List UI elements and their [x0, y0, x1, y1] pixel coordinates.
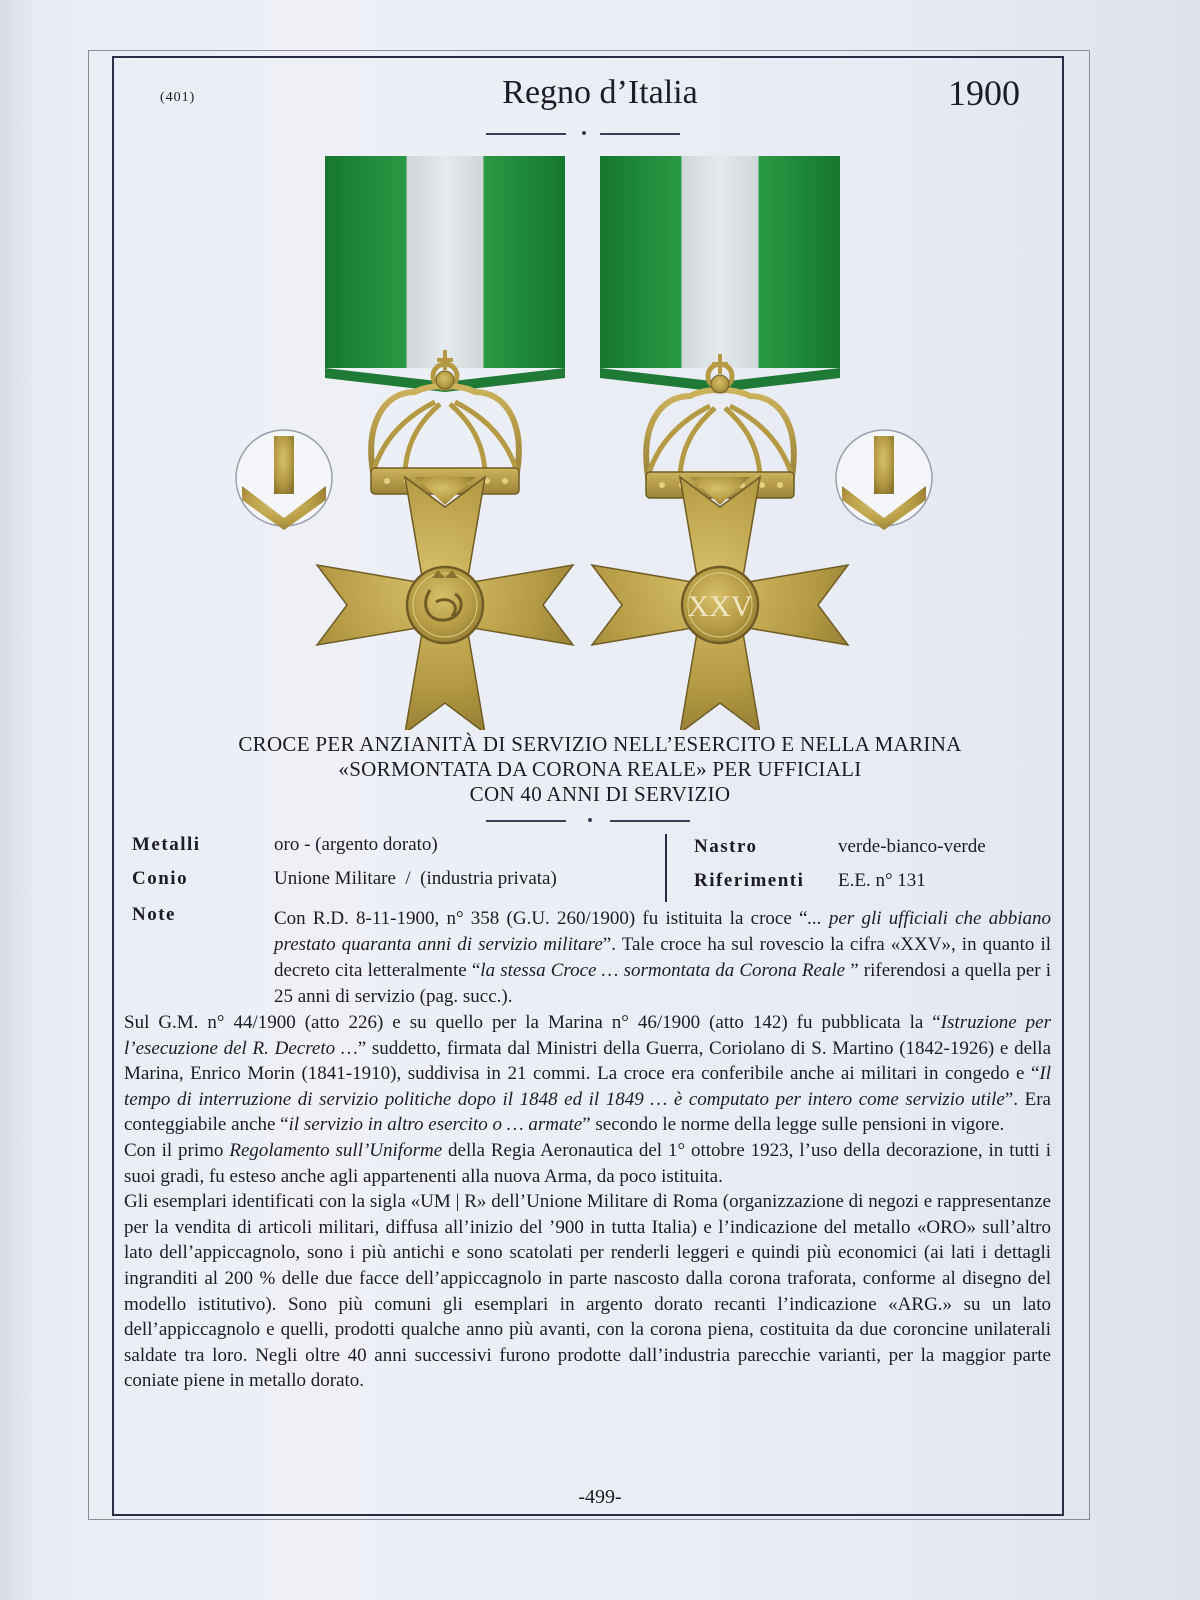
body-text	[124, 1010, 1051, 1394]
body-paragraph-3: Gli esemplari identificati con la sigla «UM | R» dell’Unione Militare di Roma (organizzazione di negozi e rappresentanze per la vendita di articoli militari, diffusa all’inizio del ’900 in tutta Italia) e l’indicazione del metallo «ORO» sull’altro lato dell’appiccagnolo, sono i più antichi e sono scatolati per renderli leggeri e quindi più economici (ai lati i dettagli ingranditi al 200 % delle due facce dell’appiccagnolo in parte nascosto dalla corona traforata, conforme al disegno del modello istitutivo). Sono più comuni gli esemplari in argento dorato recanti l’indicazione «ARG.» su un lato dell’appiccagnolo e quelli, prodotti qualche anno più avanti, con la corona piena, costituita da due coroncine unilaterali saldate tra loro. Negli oltre 40 anni successivi furono prodotte dall’industria parecchie varianti, per la maggior parte coniate piene in metallo dorato.	[124, 1191, 1051, 1392]
body-paragraph-2: Con il primo Regolamento sull’Uniforme della Regia Aeronautica del 1° ottobre 1923, l’uso della decorazione, in tutti i suoi gradi, fu esteso anche agli appartenenti alla nuova Arma, da poco istituita.	[124, 1139, 1052, 1187]
reverse-inscription: XXV	[687, 590, 753, 623]
detail-right-suspension-icon	[836, 430, 932, 530]
medals-illustration	[200, 150, 960, 730]
caption-line-3: CON 40 ANNI DI SERVIZIO	[469, 782, 731, 806]
title-rule-right	[600, 133, 680, 135]
conio-label: Conio	[132, 868, 189, 889]
conio-value: Unione Militare / (industria privata)	[274, 868, 557, 889]
title-rule-left	[486, 133, 566, 135]
page-number: -499-	[578, 1486, 622, 1508]
caption-line-2: «SORMONTATA DA CORONA REALE» PER UFFICIALI	[338, 757, 862, 781]
note-paragraph: Con R.D. 8-11-1900, n° 358 (G.U. 260/1900) fu istituita la croce “... per gli ufficiali che abbiano prestato quaranta anni di servizio militare”. Tale croce ha sul rovescio la cifra «XXV», in quanto il decreto cita letteralmente “la stessa Croce … sormontata da Corona Reale ” riferendosi a quella per i 25 anni di servizio (pag. succ.).	[274, 908, 1051, 1007]
page-year: 1900	[948, 73, 1020, 113]
note-label: Note	[132, 904, 176, 925]
title-rule-dot	[582, 131, 586, 135]
caption-rule-left	[486, 820, 566, 822]
catalog-ref-number: (401)	[160, 90, 196, 105]
metalli-label: Metalli	[132, 834, 201, 855]
nastro-label: Nastro	[694, 836, 758, 857]
riferimenti-value: E.E. n° 131	[838, 870, 926, 891]
riferimenti-label: Riferimenti	[694, 870, 805, 891]
body-paragraph-1: Sul G.M. n° 44/1900 (atto 226) e su quello per la Marina n° 46/1900 (atto 142) fu pubblicata la “Istruzione per l’esecuzione del R. Decreto …” suddetto, firmata dal Ministri della Guerra, Coriolano di S. Martino (1842-1926) e della Marina, Enrico Morin (1841-1910), suddivisa in 21 commi. La croce era conferibile anche ai militari in congedo e “Il tempo di interruzione di servizio politiche dopo il 1848 ed il 1849 … è computato per intero come servizio utile”. Era conteggiabile anche “il servizio in altro esercito o … armate” secondo le norme della legge sulle pensioni in vigore.	[124, 1012, 1051, 1136]
medal-obverse	[317, 156, 573, 730]
medal-reverse	[592, 156, 848, 730]
nastro-value: verde-bianco-verde	[838, 836, 986, 857]
detail-left-suspension-icon	[236, 430, 332, 530]
spec-divider	[665, 834, 667, 902]
caption-line-1: CROCE PER ANZIANITÀ DI SERVIZIO NELL’ESERCITO E NELLA MARINA	[238, 732, 962, 756]
page-title: Regno d’Italia	[502, 74, 698, 111]
caption-rule-dot	[588, 818, 592, 822]
medal-caption	[0, 732, 1200, 807]
metalli-value: oro - (argento dorato)	[274, 834, 438, 855]
caption-rule-right	[610, 820, 690, 822]
